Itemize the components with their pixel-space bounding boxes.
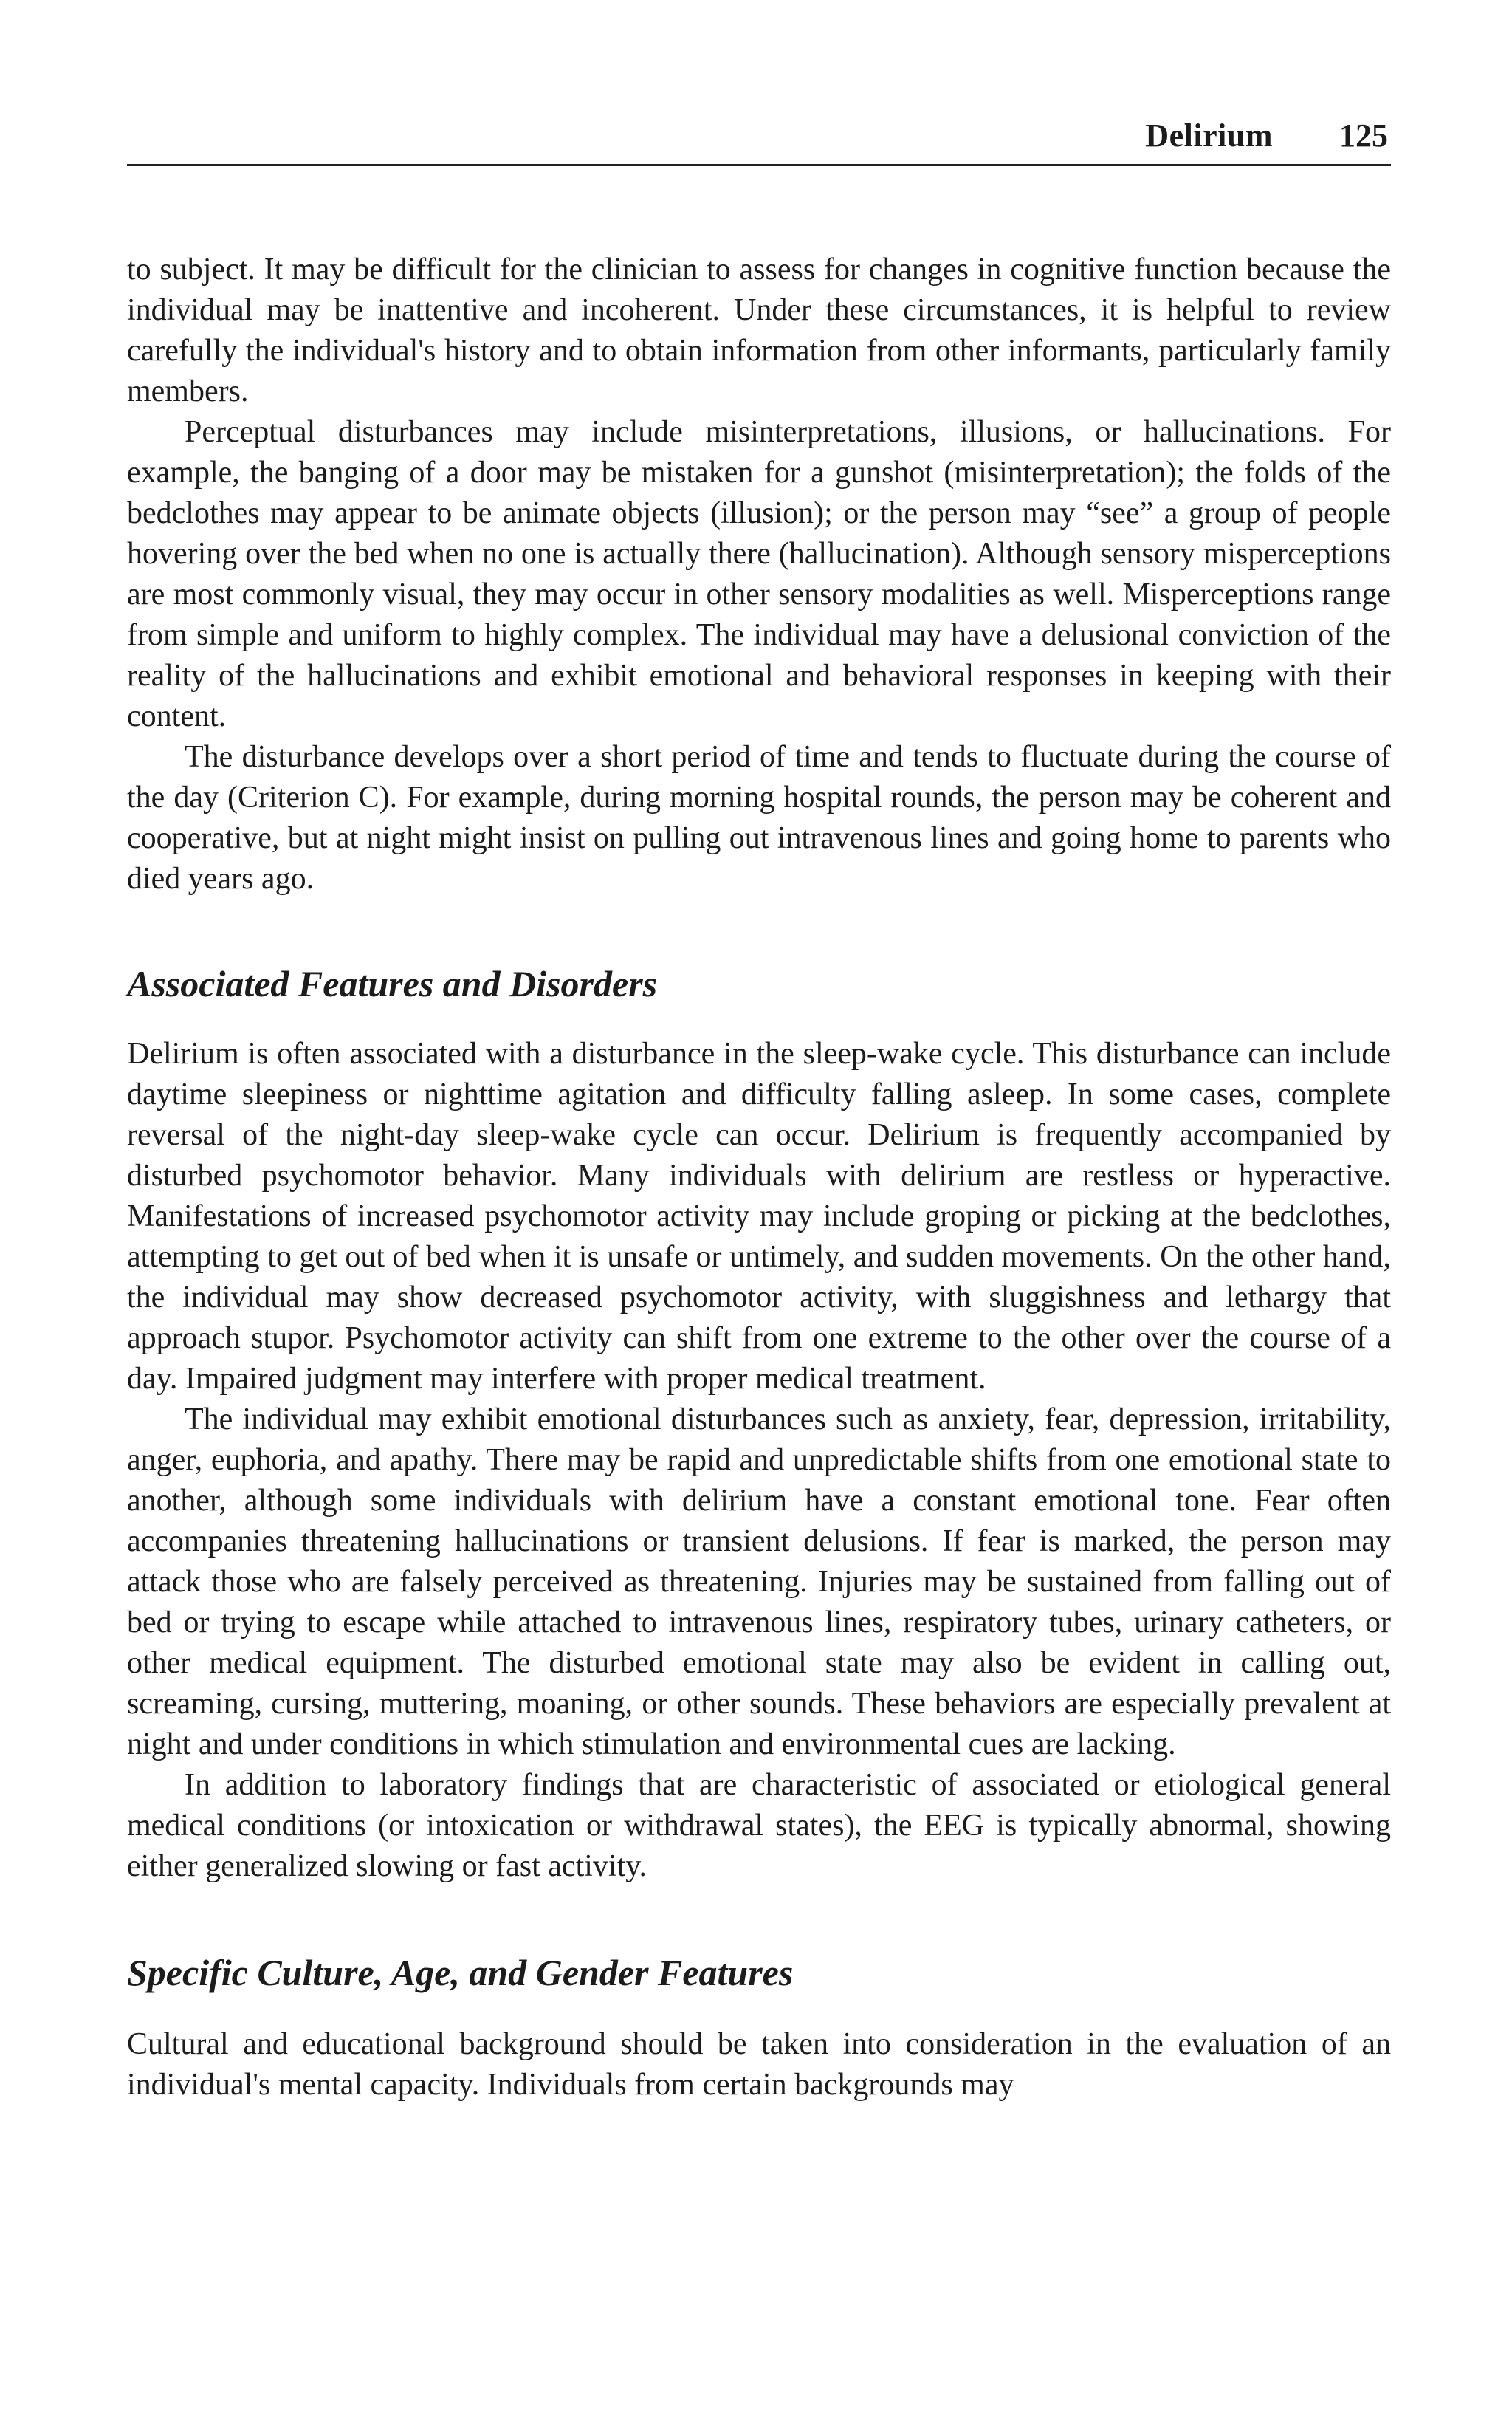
body-text <box>127 250 1391 2105</box>
running-head <box>127 111 1391 162</box>
paragraph-disturbance-course: The disturbance develops over a short period of time and tends to fluctuate during the course of the day (Criterion C). For example, during morning hospital rounds, the person may be coherent and cooperative, but at night might insist on pulling out intravenous lines and going home to parents who died years ago. <box>127 740 1391 896</box>
section-heading-culture: Specific Culture, Age, and Gender Features <box>127 1952 794 1993</box>
page-number: 125 <box>1339 117 1388 154</box>
paragraph-sleep-wake: Delirium is often associated with a disturbance in the sleep-wake cycle. This disturbance can include daytime sleepiness or nighttime agitation and difficulty falling asleep. In some cases, complete reversal of the night-day sleep-wake cycle can occur. Delirium is frequently accompanied by disturbed psychomotor behavior. Many individuals with delirium are restless or hyperactive. Manifestations of increased psychomotor activity may include groping or picking at the bedclothes, attempting to get out of bed when it is unsafe or untimely, and sudden movements. On the other hand, the individual may show decreased psychomotor activity, with sluggishness and lethargy that approach stupor. Psychomotor activity can shift from one extreme to the other over the course of a day. Impaired judgment may interfere with proper medical treatment. <box>127 1037 1391 1396</box>
chapter-title: Delirium <box>1145 117 1273 154</box>
paragraph-cultural: Cultural and educational background should be taken into consideration in the evaluation of an individual's mental capacity. Individuals from certain backgrounds may <box>127 2027 1391 2102</box>
paragraph-laboratory: In addition to laboratory findings that are characteristic of associated or etiological general medical conditions (or intoxication or withdrawal states), the EEG is typically abnormal, showing either generalized slowing or fast activity. <box>127 1768 1391 1883</box>
paragraph-continued: to subject. It may be difficult for the clinician to assess for changes in cognitive function because the individual may be inattentive and incoherent. Under these circumstances, it is helpful to review carefully the individual's history and to obtain information from other informants, particularly family members. <box>127 253 1391 408</box>
paragraph-emotional: The individual may exhibit emotional disturbances such as anxiety, fear, depression, irritability, anger, euphoria, and apathy. There may be rapid and unpredictable shifts from one emotional state to another, although some individuals with delirium have a constant emotional tone. Fear often accompanies threatening hallucinations or transient delusions. If fear is marked, the person may attack those who are falsely perceived as threatening. Injuries may be sustained from falling out of bed or trying to escape while attached to intravenous lines, respiratory tubes, urinary catheters, or other medical equipment. The disturbed emotional state may also be evident in calling out, screaming, cursing, muttering, moaning, or other sounds. These behaviors are especially prevalent at night and under conditions in which stimulation and environmental cues are lacking. <box>127 1402 1391 1761</box>
book-page <box>127 0 1391 2409</box>
paragraph-perceptual: Perceptual disturbances may include misinterpretations, illusions, or hallucinations. For example, the banging of a door may be mistaken for a gunshot (misinterpretation); the folds of the bedclothes may appear to be animate objects (illusion); or the person may “see” a group of people hovering over the bed when no one is actually there (hallucination). Although sensory misperceptions are most commonly visual, they may occur in other sensory modalities as well. Misperceptions range from simple and uniform to highly complex. The individual may have a delusional conviction of the reality of the hallucinations and exhibit emotional and behavioral responses in keeping with their content. <box>127 415 1391 733</box>
section-heading-associated: Associated Features and Disorders <box>127 963 658 1004</box>
header-rule <box>127 164 1391 166</box>
